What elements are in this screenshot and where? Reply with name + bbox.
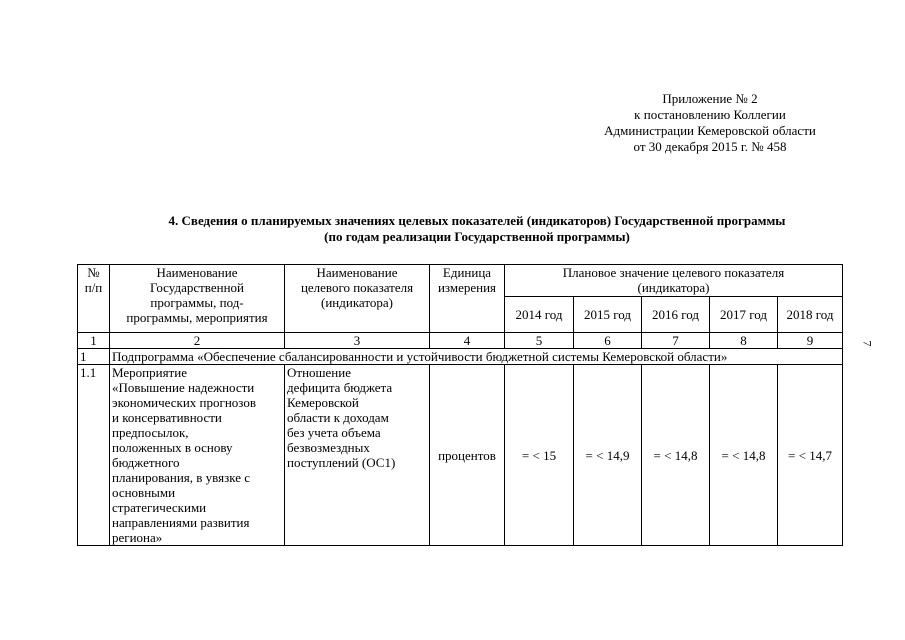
measure-row xyxy=(78,365,843,546)
value-2017: = < 14,8 xyxy=(710,365,778,546)
value-2015: = < 14,9 xyxy=(574,365,642,546)
section-title-line1: 4. Сведения о планируемых значениях целевых показателей (индикаторов) Государственной программы xyxy=(168,213,786,228)
indicator-name: Отношение дефицита бюджета Кемеровской области к доходам без учета объема безвозмездных поступлений (ОС1) xyxy=(285,365,430,546)
subprogram-row xyxy=(78,349,843,365)
value-2014: = < 15 xyxy=(505,365,574,546)
header-year-2015: 2015 год xyxy=(574,297,642,333)
header-year-2018: 2018 год xyxy=(778,297,843,333)
page-number: 7 xyxy=(860,340,875,347)
measure-num: 1.1 xyxy=(78,365,110,546)
column-number: 5 xyxy=(505,333,574,349)
header-year-2014: 2014 год xyxy=(505,297,574,333)
header-planned-value: Плановое значение целевого показателя (индикатора) xyxy=(505,265,843,297)
column-number: 6 xyxy=(574,333,642,349)
header-indicator-name: Наименование целевого показателя (индикатора) xyxy=(285,265,430,333)
section-title-line2: (по годам реализации Государственной программы) xyxy=(324,229,630,244)
indicators-table xyxy=(77,264,843,546)
appendix-resolution: к постановлению Коллегии xyxy=(634,107,786,122)
section-title xyxy=(92,213,862,245)
appendix-date: от 30 декабря 2015 г. № 458 xyxy=(633,139,787,154)
measure-name: Мероприятие «Повышение надежности экономических прогнозов и консервативности предпосылок, положенных в основу бюджетного планирования, в увязке с основными стратегическими направлениями развития региона» xyxy=(110,365,285,546)
subprogram-title: Подпрограмма «Обеспечение сбалансированности и устойчивости бюджетной системы Кемеровской области» xyxy=(110,349,843,365)
header-year-2016: 2016 год xyxy=(642,297,710,333)
header-year-2017: 2017 год xyxy=(710,297,778,333)
column-number: 8 xyxy=(710,333,778,349)
value-2018: = < 14,7 xyxy=(778,365,843,546)
header-num: № п/п xyxy=(78,265,110,333)
column-numbers-row xyxy=(78,333,843,349)
value-2016: = < 14,8 xyxy=(642,365,710,546)
column-number: 3 xyxy=(285,333,430,349)
appendix-title: Приложение № 2 xyxy=(662,91,758,106)
column-number: 1 xyxy=(78,333,110,349)
subprogram-num: 1 xyxy=(78,349,110,365)
header-unit: Единица измерения xyxy=(430,265,505,333)
column-number: 7 xyxy=(642,333,710,349)
appendix-administration: Администрации Кемеровской области xyxy=(604,123,816,138)
appendix-header xyxy=(560,91,860,155)
column-number: 2 xyxy=(110,333,285,349)
header-program-name: Наименование Государственной программы, под- программы, мероприятия xyxy=(110,265,285,333)
column-number: 4 xyxy=(430,333,505,349)
unit-value: процентов xyxy=(430,365,505,546)
column-number: 9 xyxy=(778,333,843,349)
